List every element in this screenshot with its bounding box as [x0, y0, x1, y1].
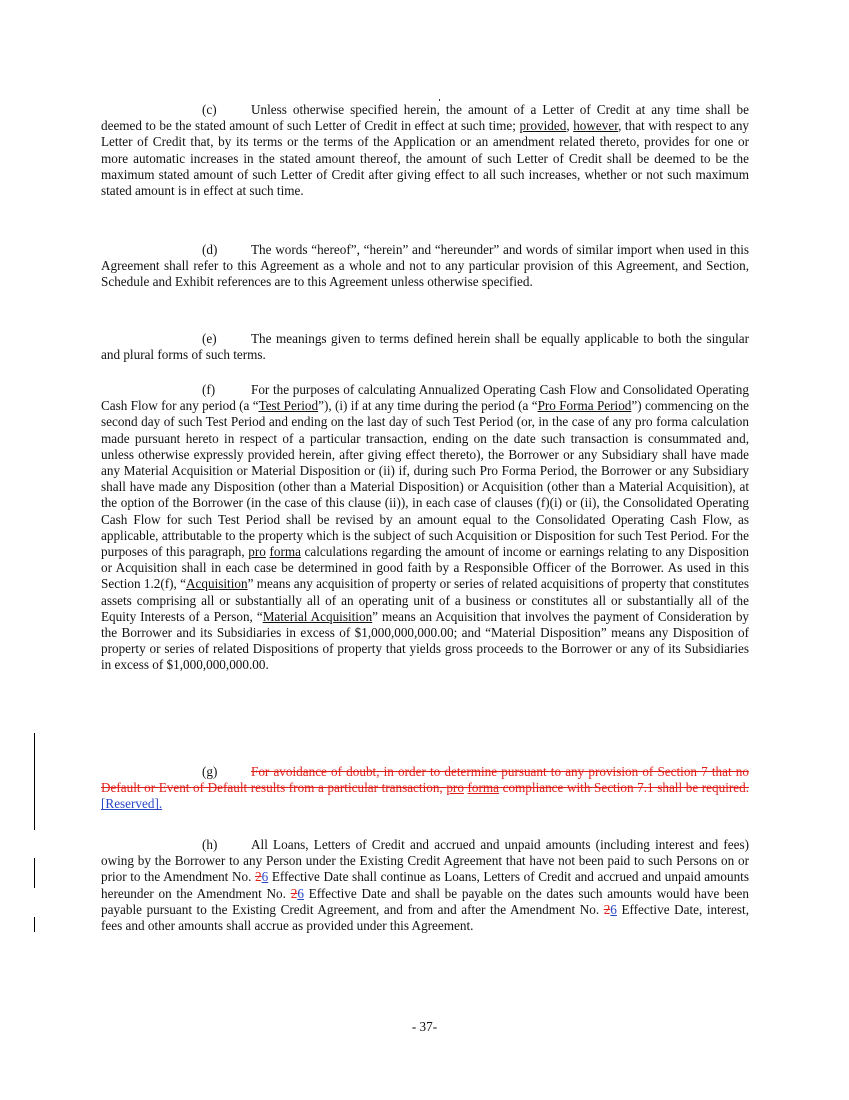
page-number: - 37-: [411, 1019, 438, 1034]
paragraph-f-text-3: ”) commencing on the second day of such Test Period and ending on the last day of such Test Period (or, in the case of any pro forma calculation made pursuant hereto in respect of a particular transaction, ending on the date such transaction is consummated and, unless otherwise expressly provided herein, after giving effect thereto), the Borrower or any Subsidiary shall have made any Material Acquisition or Material Disposition or (ii) if, during such Pro Forma Period, the Borrower or any Subsidiary shall have made any Disposition (other than a Material Disposition) or Acquisition (other than a Material Acquisition), at the option of the Borrower (in the case of this clause (ii)), in each case of clauses (f)(i) or (ii), the Consolidated Operating Cash Flow for such Test Period shall be revised by an amount equal to the Consolidated Operating Cash Flow, as applicable, attributable to the property which is the subject of such Acquisition or Disposition for such Test Period. For the purposes of this paragraph,: [101, 398, 749, 560]
inserted-number-3: 6: [610, 901, 617, 917]
paragraph-e-text: The meanings given to terms defined herein shall be equally applicable to both the singular and plural forms of such terms.: [101, 331, 749, 363]
inserted-number-2: 6: [297, 885, 304, 901]
deleted-number-3: 2: [603, 901, 611, 917]
defined-term-acquisition: Acquisition: [186, 576, 248, 592]
deleted-text-g-3: compliance with Section 7.1 shall be required.: [499, 780, 749, 796]
paragraph-h-text-2: Effective Date shall continue as Loans, Letters of Credit and accrued and unpaid amounts hereunder on the Amendment No.: [101, 869, 749, 901]
paragraph-f-text-7: ” means an Acquisition that involves the payment of Consideration by the Borrower and its Subsidiaries in excess of $1,000,000,000.00; and “Material Disposition” means any Disposition of property or series of related Dispositions of property that yields gross proceeds to the Borrower or any of its Subsidiaries in excess of $1,000,000,000.00.: [101, 608, 750, 673]
paragraph-h-text-4: Effective Date, interest, fees and other amounts shall accrue as provided under this Agreement.: [101, 901, 749, 934]
deleted-term-pro: pro: [446, 780, 464, 796]
defined-term-however: however: [573, 118, 619, 134]
paragraph-c-text-3: , that with respect to any Letter of Credit that, by its terms or the terms of the Application or an amendment related thereto, provides for one or more automatic increases in the stated amount thereof, the amount of such Letter of Credit shall be deemed to be the maximum stated amount of such Letter of Credit after giving effect to all such increases, whether or not such maximum stated amount is in effect at such time.: [101, 118, 750, 199]
paragraph-c-label: (c): [202, 102, 217, 117]
paragraph-c: [101, 102, 749, 199]
paragraph-h-text-3: Effective Date and shall be payable on the dates such amounts would have been payable pursuant to the Existing Credit Agreement, and from and after the Amendment No.: [101, 885, 749, 917]
paragraph-h-label: (h): [202, 837, 218, 852]
defined-term-material-acquisition: Material Acquisition: [262, 608, 373, 624]
deleted-term-forma: forma: [467, 780, 500, 796]
paragraph-e: [101, 331, 749, 363]
inserted-number-1: 6: [261, 869, 269, 885]
paragraph-h: [101, 837, 749, 934]
paragraph-h-text-1: All Loans, Letters of Credit and accrued and unpaid amounts (including interest and fees) owing by the Borrower to any Person under the Existing Credit Agreement that have not been paid to such Persons on or prior to the Amendment No.: [101, 837, 749, 885]
term-pro: pro: [248, 544, 266, 560]
term-forma: forma: [269, 544, 301, 560]
paragraph-f-text-1: For the purposes of calculating Annualized Operating Cash Flow and Consolidated Operating Cash Flow for any period (a “: [101, 382, 749, 414]
defined-term-pro-forma-period: Pro Forma Period: [537, 398, 632, 414]
paragraph-f-text-6: ” means any acquisition of property or series of related acquisitions of property that constitutes assets comprising all or substantially all of an operating unit of a business or constitutes all or substantially all of the Equity Interests of a Person, “: [101, 576, 749, 624]
change-bar-h-1: [34, 858, 35, 888]
paragraph-f-text-5: calculations regarding the amount of income or earnings relating to any Disposition or Acquisition shall in each case be determined in good faith by a Responsible Officer of the Borrower. As used in this Section 1.2(f), “: [101, 544, 750, 592]
paragraph-d: [101, 242, 749, 291]
paragraph-f-text-2: ”), (i) if at any time during the period (a “: [318, 398, 538, 414]
paragraph-c-text-2: ,: [566, 118, 574, 134]
paragraph-g: [101, 764, 749, 813]
paragraph-f: [101, 382, 749, 674]
paragraph-d-text: The words “hereof”, “herein” and “hereunder” and words of similar import when used in this Agreement shall refer to this Agreement as a whole and not to any particular provision of this Agreement, and Section, Schedule and Exhibit references are to this Agreement unless otherwise specified.: [101, 242, 749, 290]
defined-term-test-period: Test Period: [258, 398, 319, 414]
paragraph-d-label: (d): [202, 242, 218, 257]
inserted-text-reserved: [Reserved].: [101, 796, 163, 812]
deleted-number-2: 2: [290, 885, 298, 901]
change-bar-h-2: [34, 917, 35, 932]
paragraph-c-text-1: Unless otherwise specified herein, the amount of a Letter of Credit at any time shall be deemed to be the stated amount of such Letter of Credit in effect at such time;: [101, 102, 749, 134]
change-bar-g: [34, 733, 35, 830]
deleted-number-1: 2: [255, 869, 262, 885]
scan-mark: [439, 99, 440, 101]
paragraph-g-label: (g): [202, 764, 218, 779]
paragraph-e-label: (e): [202, 331, 217, 346]
paragraph-f-label: (f): [202, 382, 216, 397]
defined-term-provided: provided: [519, 118, 567, 134]
deleted-text-g-1: For avoidance of doubt, in order to determine pursuant to any provision of Section 7 that no Default or Event of Default results from a particular transaction,: [101, 764, 749, 796]
